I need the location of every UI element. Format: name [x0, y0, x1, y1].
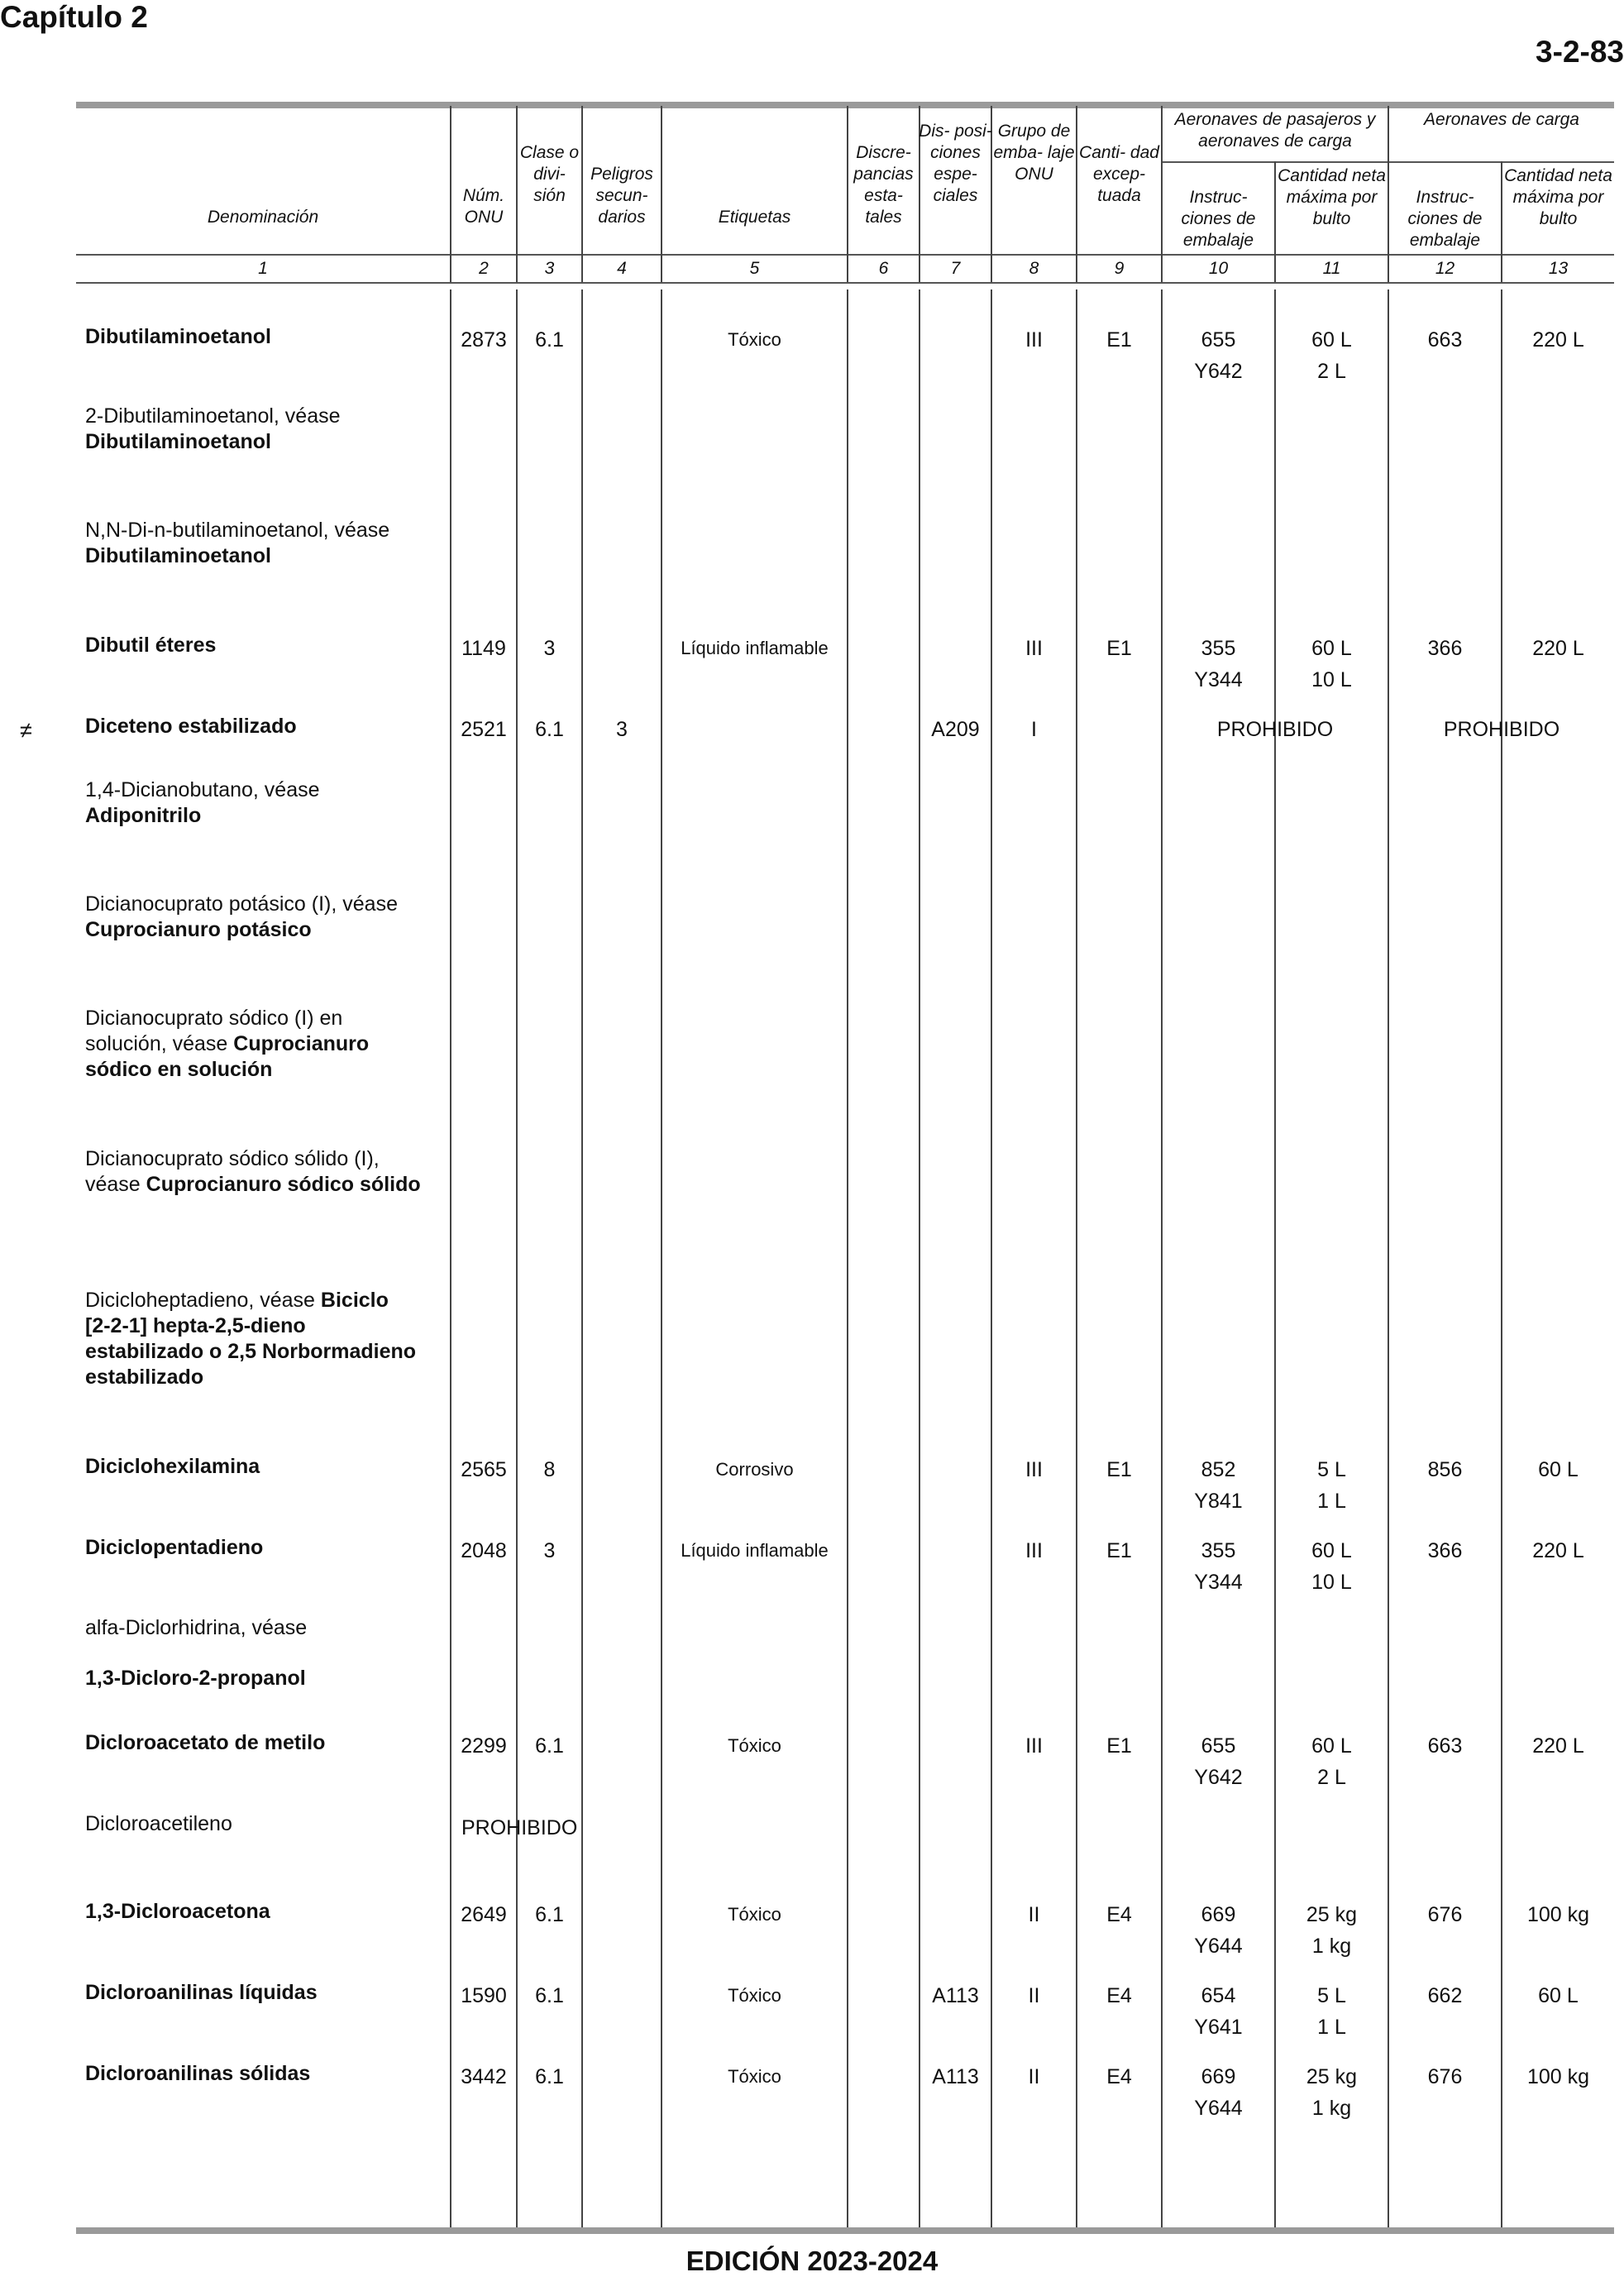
excepted-qty: E4 [1106, 2065, 1132, 2088]
table-row [85, 1615, 449, 1691]
forbidden-passenger: PROHIBIDO [1216, 718, 1334, 741]
column-header-un-number: Núm. ONU [462, 186, 505, 227]
cargo-max-net-qty: 100 kg [1526, 2065, 1590, 2088]
un-number: 1149 [461, 637, 506, 660]
column-header-max-net-qty-pax: Cantidad neta máxima por bulto [1278, 166, 1386, 228]
max-net-qty: 60 L [1311, 1539, 1352, 1562]
table-row [85, 892, 449, 943]
label: Tóxico [728, 1985, 781, 2006]
excepted-qty: E4 [1106, 1984, 1132, 2007]
cargo-packing-instruction: 856 [1427, 1458, 1463, 1481]
max-net-qty: 25 kg [1306, 1903, 1358, 1926]
packing-group: III [1025, 1458, 1043, 1481]
substance-name: Diciclohexilamina [85, 1455, 260, 1478]
table-row [85, 518, 449, 569]
cargo-packing-instruction: 663 [1427, 328, 1463, 352]
label: Corrosivo [715, 1459, 794, 1480]
column-number: 3 [544, 259, 555, 278]
max-net-qty: 60 L [1311, 637, 1352, 660]
see-reference: 1,4-Dicianobutano, véase [85, 778, 320, 801]
subsidiary-hazard: 3 [616, 718, 628, 741]
excepted-qty: E4 [1106, 1903, 1132, 1926]
column-number: 5 [749, 259, 760, 278]
packing-group: III [1025, 637, 1043, 660]
excepted-qty: E1 [1106, 1539, 1132, 1562]
max-net-qty-limited: 1 kg [1311, 1935, 1352, 1958]
un-number: 2649 [461, 1903, 507, 1926]
column-number: 4 [617, 259, 627, 278]
column-number: 12 [1435, 259, 1455, 278]
packing-instruction-limited: Y644 [1194, 2097, 1243, 2120]
column-number: 1 [258, 259, 268, 278]
cargo-packing-instruction: 662 [1427, 1984, 1463, 2007]
packing-instruction-limited: Y642 [1194, 1766, 1243, 1789]
max-net-qty: 5 L [1317, 1458, 1346, 1481]
table-row [85, 1006, 449, 1083]
cargo-max-net-qty: 60 L [1538, 1984, 1579, 2007]
see-reference: Dicianocuprato sódico sólido (I), [85, 1147, 380, 1170]
label: Líquido inflamable [681, 638, 829, 658]
packing-group: III [1025, 1539, 1043, 1562]
un-number: 1590 [461, 1984, 507, 2007]
class: 6.1 [535, 1734, 564, 1758]
class: 3 [543, 1539, 556, 1562]
class: 6.1 [535, 2065, 564, 2088]
see-target: Cuprocianuro [233, 1032, 370, 1055]
packing-instruction-limited: Y841 [1194, 1490, 1243, 1513]
see-target: 1,3-Dicloro-2-propanol [85, 1667, 306, 1690]
forbidden-cargo: PROHIBIDO [1443, 718, 1560, 741]
cargo-max-net-qty: 220 L [1532, 1539, 1584, 1562]
see-reference: Dicicloheptadieno, véase [85, 1289, 315, 1312]
packing-instruction: 669 [1201, 1903, 1236, 1926]
see-reference: solución, véase [85, 1032, 228, 1055]
max-net-qty-limited: 1 kg [1311, 2097, 1352, 2120]
excepted-qty: E1 [1106, 328, 1132, 352]
cargo-max-net-qty: 220 L [1532, 328, 1584, 352]
un-number: 2048 [461, 1539, 507, 1562]
see-target: Cuprocianuro sódico sólido [146, 1173, 421, 1196]
cargo-max-net-qty: 100 kg [1526, 1903, 1590, 1926]
un-number: 2521 [461, 718, 507, 741]
un-number: 2873 [461, 328, 507, 352]
substance-name: Diceteno estabilizado [85, 715, 297, 738]
substance-name: Dibutil éteres [85, 634, 217, 657]
revision-marker: ≠ [20, 718, 32, 743]
max-net-qty-limited: 2 L [1317, 1766, 1346, 1789]
bottom-rule [76, 2227, 1614, 2234]
column-number: 7 [950, 259, 961, 278]
substance-name: Dicloroanilinas sólidas [85, 2062, 311, 2085]
packing-instruction-limited: Y641 [1194, 2016, 1243, 2039]
column-number: 8 [1029, 259, 1039, 278]
special-provision: A209 [931, 718, 980, 741]
column-header-packing-instruction-pax: Instruc- ciones de embalaje [1181, 188, 1256, 250]
substance-name: Dicloroanilinas líquidas [85, 1981, 318, 2004]
see-target: estabilizado [85, 1366, 204, 1389]
column-number: 2 [479, 259, 489, 278]
un-number: 2299 [461, 1734, 507, 1758]
packing-group: III [1025, 328, 1043, 352]
see-reference: 2-Dibutilaminoetanol, véase [85, 404, 341, 428]
excepted-qty: E1 [1106, 1458, 1132, 1481]
table-row [85, 777, 449, 829]
packing-instruction: 654 [1201, 1984, 1236, 2007]
class: 8 [543, 1458, 556, 1481]
max-net-qty-limited: 10 L [1311, 668, 1352, 691]
packing-group: II [1028, 1903, 1040, 1926]
see-target: Biciclo [320, 1289, 389, 1312]
class: 3 [543, 637, 556, 660]
packing-instruction-limited: Y644 [1194, 1935, 1243, 1958]
label: Tóxico [728, 2066, 781, 2087]
column-header-excepted-quantity: Canti- dad excep- tuada [1079, 143, 1159, 205]
page-number: 3-2-83 [1536, 35, 1624, 69]
cargo-packing-instruction: 676 [1427, 2065, 1463, 2088]
column-header-packing-instruction-cargo: Instruc- ciones de embalaje [1407, 188, 1483, 250]
cargo-max-net-qty: 60 L [1538, 1458, 1579, 1481]
column-number: 6 [878, 259, 889, 278]
label: Líquido inflamable [681, 1540, 829, 1561]
max-net-qty-limited: 10 L [1311, 1571, 1352, 1594]
special-provision: A113 [932, 2065, 979, 2088]
packing-instruction: 655 [1201, 1734, 1236, 1758]
group-header-passenger-aircraft: Aeronaves de pasajeros y aeronaves de carga [1174, 110, 1376, 151]
column-header-max-net-qty-cargo: Cantidad neta máxima por bulto [1504, 166, 1612, 228]
packing-instruction-limited: Y344 [1194, 1571, 1243, 1594]
substance-name: Dibutilaminoetanol [85, 325, 271, 348]
substance-name: Dicloroacetileno [85, 1812, 232, 1835]
table-row [85, 1146, 449, 1198]
edition-footer: EDICIÓN 2023-2024 [685, 2246, 939, 2276]
max-net-qty: 5 L [1317, 1984, 1346, 2007]
packing-group: II [1028, 2065, 1040, 2088]
see-target: sódico en solución [85, 1058, 273, 1081]
see-reference: Dicianocuprato potásico (I), véase [85, 892, 398, 916]
cargo-packing-instruction: 663 [1427, 1734, 1463, 1758]
packing-group: I [1031, 718, 1037, 741]
see-reference: Dicianocuprato sódico (I) en [85, 1007, 343, 1030]
label: Tóxico [728, 1904, 781, 1925]
un-number: 3442 [461, 2065, 507, 2088]
class: 6.1 [535, 718, 564, 741]
column-header-packing-group: Grupo de emba- laje ONU [993, 122, 1075, 184]
see-target: Cuprocianuro potásico [85, 918, 312, 941]
class: 6.1 [535, 1984, 564, 2007]
max-net-qty: 60 L [1311, 328, 1352, 352]
see-reference: véase [85, 1173, 141, 1196]
column-header-state-variations: Discre- pancias esta- tales [853, 143, 914, 227]
cargo-max-net-qty: 220 L [1532, 637, 1584, 660]
packing-instruction: 852 [1201, 1458, 1236, 1481]
forbidden-entry: PROHIBIDO [461, 1816, 578, 1839]
class: 6.1 [535, 328, 564, 352]
packing-instruction: 655 [1201, 328, 1236, 352]
substance-name: Diciclopentadieno [85, 1536, 264, 1559]
column-header-labels: Etiquetas [718, 208, 791, 227]
excepted-qty: E1 [1106, 1734, 1132, 1758]
column-number: 10 [1208, 259, 1229, 278]
top-rule [76, 102, 1614, 108]
packing-instruction: 669 [1201, 2065, 1236, 2088]
label: Tóxico [728, 329, 781, 350]
substance-name: Dicloroacetato de metilo [85, 1731, 326, 1754]
see-target: Adiponitrilo [85, 804, 202, 827]
cargo-packing-instruction: 676 [1427, 1903, 1463, 1926]
see-target: estabilizado o 2,5 Norbormadieno [85, 1340, 417, 1363]
group-header-cargo-aircraft: Aeronaves de carga [1424, 110, 1579, 129]
column-number: 9 [1114, 259, 1125, 278]
packing-instruction-limited: Y344 [1194, 668, 1243, 691]
max-net-qty: 60 L [1311, 1734, 1352, 1758]
max-net-qty-limited: 2 L [1317, 360, 1346, 383]
packing-instruction: 355 [1201, 1539, 1236, 1562]
see-reference: alfa-Diclorhidrina, véase [85, 1616, 308, 1639]
un-number: 2565 [461, 1458, 507, 1481]
see-target: [2-2-1] hepta-2,5-dieno [85, 1314, 306, 1337]
cargo-max-net-qty: 220 L [1532, 1734, 1584, 1758]
see-target: Dibutilaminoetanol [85, 430, 271, 453]
column-header-denominacion: Denominación [207, 208, 319, 227]
packing-group: II [1028, 1984, 1040, 2007]
table-row [85, 404, 449, 455]
packing-group: III [1025, 1734, 1043, 1758]
cargo-packing-instruction: 366 [1427, 1539, 1463, 1562]
column-header-class: Clase o divi- sión [519, 143, 580, 205]
column-header-subsidiary-hazards: Peligros secun- darios [590, 165, 653, 227]
see-reference: N,N-Di-n-butilaminoetanol, véase [85, 519, 390, 542]
max-net-qty: 25 kg [1306, 2065, 1358, 2088]
chapter-title: Capítulo 2 [0, 0, 148, 34]
max-net-qty-limited: 1 L [1317, 1490, 1346, 1513]
column-number: 13 [1548, 259, 1569, 278]
table-row [85, 1288, 449, 1390]
label: Tóxico [728, 1735, 781, 1756]
excepted-qty: E1 [1106, 637, 1132, 660]
cargo-packing-instruction: 366 [1427, 637, 1463, 660]
column-header-special-provisions: Dis- posi- ciones espe- ciales [919, 122, 992, 205]
packing-instruction: 355 [1201, 637, 1236, 660]
class: 6.1 [535, 1903, 564, 1926]
see-target: Dibutilaminoetanol [85, 544, 271, 567]
substance-name: 1,3-Dicloroacetona [85, 1900, 270, 1923]
special-provision: A113 [932, 1984, 979, 2007]
column-number: 11 [1322, 259, 1341, 278]
packing-instruction-limited: Y642 [1194, 360, 1243, 383]
max-net-qty-limited: 1 L [1317, 2016, 1346, 2039]
